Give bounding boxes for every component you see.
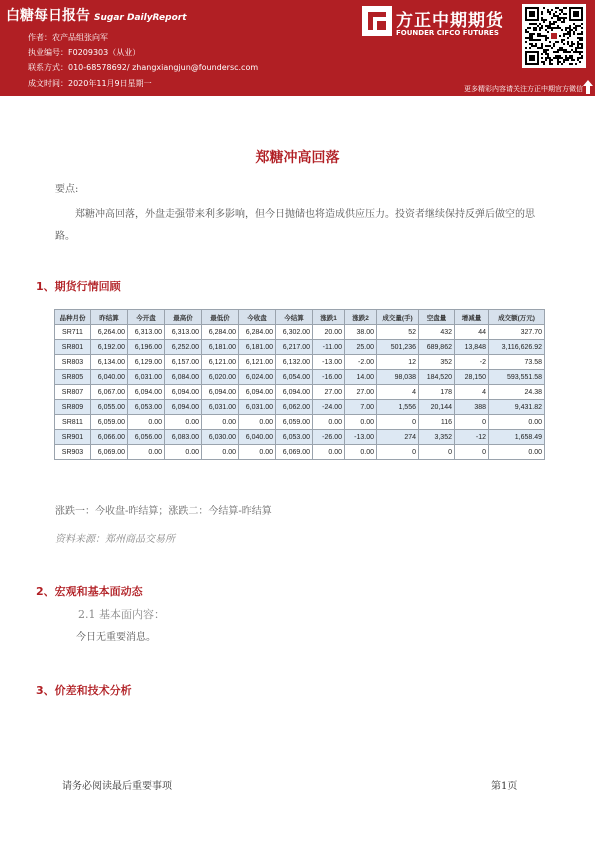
- table-cell: 6,031.00: [202, 400, 239, 415]
- table-cell: 6,217.00: [276, 340, 313, 355]
- license-line: 执业编号：F0209303（从业）: [28, 48, 141, 57]
- table-cell: 6,067.00: [91, 385, 128, 400]
- table-cell: 6,284.00: [202, 325, 239, 340]
- table-cell: 6,121.00: [239, 355, 276, 370]
- key-points-text: 郑糖冲高回落，外盘走强带来利多影响，但今日抛储也将造成供应压力。投资者继续保持反弹后做空的思路。: [55, 209, 535, 242]
- table-header-cell: 空盘量: [419, 310, 455, 325]
- table-cell: 6,069.00: [276, 445, 313, 460]
- table-cell: 432: [419, 325, 455, 340]
- table-cell: 6,313.00: [128, 325, 165, 340]
- table-header-cell: 涨跌1: [313, 310, 345, 325]
- table-cell: 6,055.00: [91, 400, 128, 415]
- table-cell: 6,129.00: [128, 355, 165, 370]
- table-cell: 0.00: [489, 415, 545, 430]
- table-cell: -16.00: [313, 370, 345, 385]
- table-cell: 6,157.00: [165, 355, 202, 370]
- table-cell: 0.00: [165, 415, 202, 430]
- follow-note: 更多精彩内容请关注方正中期官方微信: [464, 85, 583, 93]
- table-cell: 3,352: [419, 430, 455, 445]
- table-row: [55, 325, 545, 340]
- table-cell: 6,302.00: [276, 325, 313, 340]
- table-cell: SR803: [55, 355, 91, 370]
- table-cell: 274: [377, 430, 419, 445]
- table-cell: 0: [377, 415, 419, 430]
- table-cell: 1,556: [377, 400, 419, 415]
- table-cell: -26.00: [313, 430, 345, 445]
- table-cell: 6,094.00: [165, 385, 202, 400]
- table-cell: 28,150: [455, 370, 489, 385]
- table-cell: 0.00: [239, 445, 276, 460]
- table-cell: 593,551.58: [489, 370, 545, 385]
- key-points-label: 要点:: [55, 184, 79, 195]
- table-cell: 6,252.00: [165, 340, 202, 355]
- table-cell: 3,116,626.92: [489, 340, 545, 355]
- table-cell: 24.38: [489, 385, 545, 400]
- table-cell: 73.58: [489, 355, 545, 370]
- table-cell: 184,520: [419, 370, 455, 385]
- table-cell: 25.00: [345, 340, 377, 355]
- section-heading-review: 1、期货行情回顾: [36, 280, 121, 293]
- page-number: 第1页: [491, 781, 518, 792]
- table-cell: 4: [377, 385, 419, 400]
- table-cell: 98,038: [377, 370, 419, 385]
- table-cell: SR807: [55, 385, 91, 400]
- report-title-en: Sugar DailyReport: [94, 13, 187, 23]
- brand-name-cn: 方正中期期货: [396, 11, 504, 31]
- qr-code-icon: [522, 4, 586, 68]
- table-cell: 6,040.00: [91, 370, 128, 385]
- contact-line: 联系方式：010-68578692/ zhangxiangjun@foundersc.com: [28, 63, 259, 72]
- table-cell: 6,181.00: [239, 340, 276, 355]
- report-title: [6, 5, 187, 25]
- table-header-cell: 成交量(手): [377, 310, 419, 325]
- table-cell: 116: [419, 415, 455, 430]
- table-row: [55, 445, 545, 460]
- table-cell: 327.70: [489, 325, 545, 340]
- table-cell: 27.00: [313, 385, 345, 400]
- table-cell: 13,848: [455, 340, 489, 355]
- table-cell: 6,132.00: [276, 355, 313, 370]
- brand-logo: [362, 6, 512, 40]
- brand-name-en: FOUNDER CIFCO FUTURES: [396, 29, 499, 37]
- table-cell: 6,059.00: [91, 415, 128, 430]
- table-cell: -13.00: [345, 430, 377, 445]
- table-cell: 1,658.49: [489, 430, 545, 445]
- table-cell: 9,431.82: [489, 400, 545, 415]
- table-cell: 6,094.00: [128, 385, 165, 400]
- table-cell: SR901: [55, 430, 91, 445]
- table-cell: 44: [455, 325, 489, 340]
- table-cell: SR809: [55, 400, 91, 415]
- table-cell: 388: [455, 400, 489, 415]
- table-cell: 689,862: [419, 340, 455, 355]
- table-cell: SR711: [55, 325, 91, 340]
- table-cell: 6,066.00: [91, 430, 128, 445]
- brand-mark-icon: [362, 6, 392, 36]
- table-cell: 14.00: [345, 370, 377, 385]
- table-cell: 6,053.00: [276, 430, 313, 445]
- table-cell: 6,020.00: [202, 370, 239, 385]
- table-cell: 6,134.00: [91, 355, 128, 370]
- table-cell: 6,094.00: [202, 385, 239, 400]
- table-cell: 6,084.00: [165, 370, 202, 385]
- author-line: 作者：农产品组张向军: [28, 33, 108, 42]
- table-cell: -2.00: [345, 355, 377, 370]
- report-title-cn: 白糖每日报告: [6, 8, 90, 24]
- table-header-row: [55, 310, 545, 325]
- table-cell: 0: [377, 445, 419, 460]
- table-cell: 38.00: [345, 325, 377, 340]
- table-note: 涨跌一：今收盘-昨结算；涨跌二：今结算-昨结算: [55, 506, 272, 517]
- fundamentals-text: 今日无重要消息。: [76, 632, 156, 643]
- table-cell: -13.00: [313, 355, 345, 370]
- table-cell: -11.00: [313, 340, 345, 355]
- table-cell: SR801: [55, 340, 91, 355]
- table-cell: 0.00: [313, 415, 345, 430]
- fundamentals-heading: 2.1 基本面内容：: [78, 608, 165, 621]
- table-cell: 6,040.00: [239, 430, 276, 445]
- table-row: [55, 340, 545, 355]
- data-source: 资料来源：郑州商品交易所: [55, 534, 175, 545]
- table-cell: 6,094.00: [276, 385, 313, 400]
- table-header-cell: 增减量: [455, 310, 489, 325]
- table-header-cell: 今收盘: [239, 310, 276, 325]
- table-cell: 52: [377, 325, 419, 340]
- table-cell: 0.00: [345, 415, 377, 430]
- table-cell: 0.00: [202, 415, 239, 430]
- table-cell: SR903: [55, 445, 91, 460]
- table-cell: SR805: [55, 370, 91, 385]
- table-cell: 0.00: [313, 445, 345, 460]
- table-cell: -2: [455, 355, 489, 370]
- table-cell: SR811: [55, 415, 91, 430]
- table-cell: 6,062.00: [276, 400, 313, 415]
- table-cell: 501,236: [377, 340, 419, 355]
- table-cell: 6,313.00: [165, 325, 202, 340]
- page-title: 郑糖冲高回落: [255, 150, 340, 166]
- table-header-cell: 品种月份: [55, 310, 91, 325]
- table-cell: 0.00: [345, 445, 377, 460]
- table-cell: 6,031.00: [239, 400, 276, 415]
- table-cell: 6,181.00: [202, 340, 239, 355]
- table-row: [55, 385, 545, 400]
- table-cell: 6,192.00: [91, 340, 128, 355]
- table-row: [55, 370, 545, 385]
- table-cell: 6,053.00: [128, 400, 165, 415]
- table-row: [55, 415, 545, 430]
- table-header-cell: 昨结算: [91, 310, 128, 325]
- table-cell: 0.00: [202, 445, 239, 460]
- section-heading-macro: 2、宏观和基本面动态: [36, 585, 143, 598]
- table-header-cell: 今结算: [276, 310, 313, 325]
- table-cell: 6,264.00: [91, 325, 128, 340]
- table-cell: 6,196.00: [128, 340, 165, 355]
- futures-table: [54, 309, 544, 460]
- table-cell: 6,069.00: [91, 445, 128, 460]
- table-cell: 6,056.00: [128, 430, 165, 445]
- table-cell: 0.00: [165, 445, 202, 460]
- table-cell: 12: [377, 355, 419, 370]
- table-cell: 6,024.00: [239, 370, 276, 385]
- table-cell: 6,030.00: [202, 430, 239, 445]
- table-cell: -12: [455, 430, 489, 445]
- table-cell: 6,121.00: [202, 355, 239, 370]
- date-line: 成文时间：2020年11月9日星期一: [28, 79, 152, 88]
- table-cell: 6,284.00: [239, 325, 276, 340]
- table-cell: 4: [455, 385, 489, 400]
- table-cell: 178: [419, 385, 455, 400]
- table-cell: 0: [419, 445, 455, 460]
- table-cell: 6,054.00: [276, 370, 313, 385]
- table-header-cell: 最低价: [202, 310, 239, 325]
- table-header-cell: 涨跌2: [345, 310, 377, 325]
- table-cell: 20,144: [419, 400, 455, 415]
- table-cell: 0.00: [239, 415, 276, 430]
- table-body: [55, 325, 545, 460]
- table-row: [55, 355, 545, 370]
- table-cell: 0.00: [489, 445, 545, 460]
- table-header-cell: 今开盘: [128, 310, 165, 325]
- table-row: [55, 400, 545, 415]
- table-cell: 6,031.00: [128, 370, 165, 385]
- table-cell: 7.00: [345, 400, 377, 415]
- table-cell: 6,083.00: [165, 430, 202, 445]
- table-cell: 352: [419, 355, 455, 370]
- footer-notice: 请务必阅读最后重要事项: [62, 781, 172, 792]
- table-cell: 0.00: [128, 445, 165, 460]
- section-heading-technical: 3、价差和技术分析: [36, 684, 132, 697]
- table-cell: 0.00: [128, 415, 165, 430]
- header-banner: [0, 0, 595, 96]
- table-cell: 6,094.00: [165, 400, 202, 415]
- table-cell: 0: [455, 415, 489, 430]
- table-row: [55, 430, 545, 445]
- table-header-cell: 成交额(万元): [489, 310, 545, 325]
- up-arrow-icon: [583, 80, 593, 94]
- table-cell: 20.00: [313, 325, 345, 340]
- table-cell: 0: [455, 445, 489, 460]
- table-cell: 27.00: [345, 385, 377, 400]
- table-header-cell: 最高价: [165, 310, 202, 325]
- table-cell: 6,094.00: [239, 385, 276, 400]
- table-cell: -24.00: [313, 400, 345, 415]
- table-cell: 6,059.00: [276, 415, 313, 430]
